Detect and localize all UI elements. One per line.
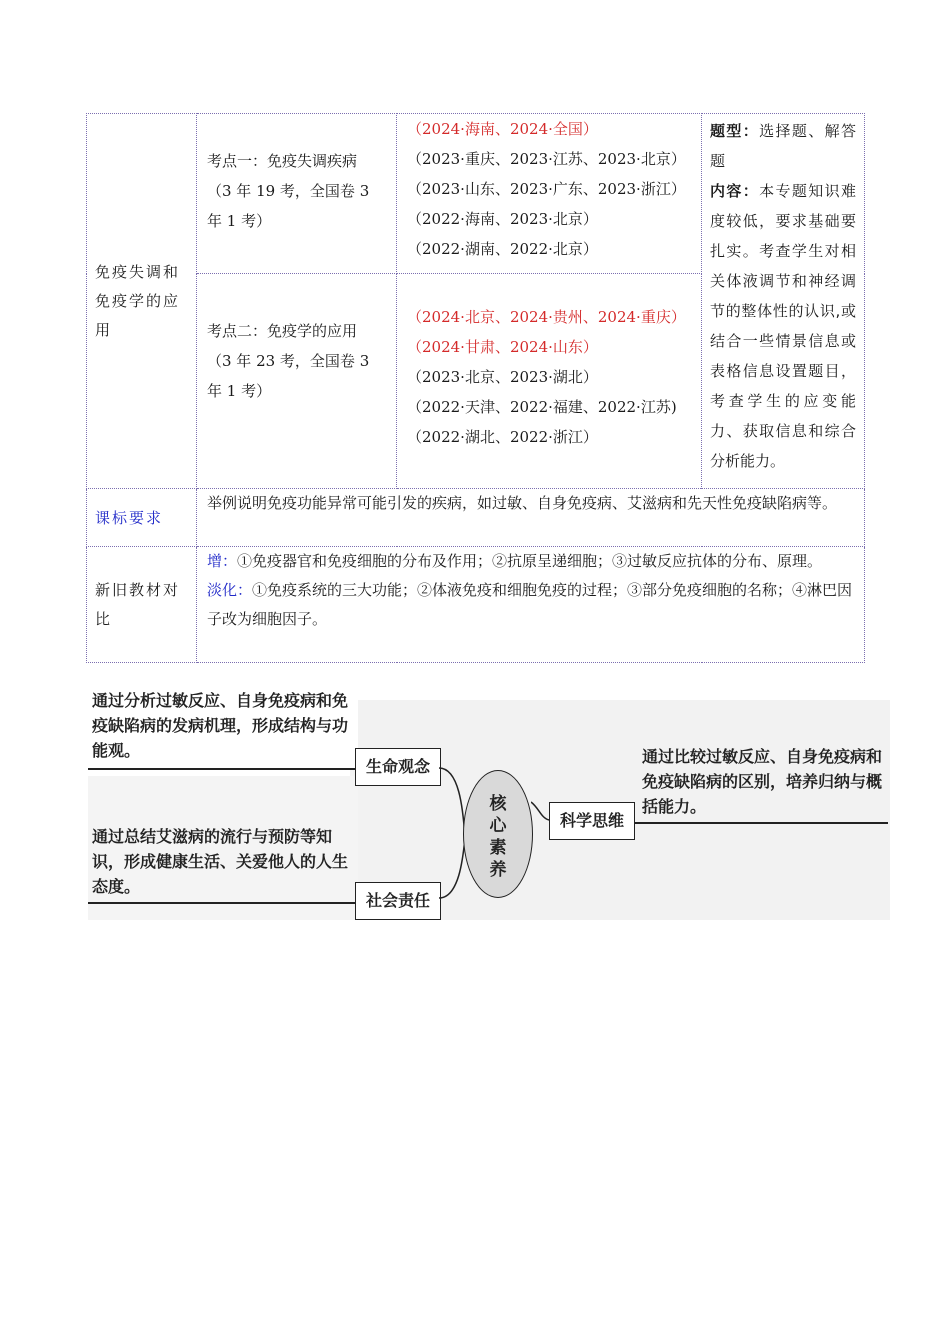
zeng-label: 增： xyxy=(207,552,238,570)
branch-line xyxy=(635,822,888,824)
year-line: （2023·北京、2023·湖北） xyxy=(407,368,598,386)
year-line: （2022·湖南、2022·北京） xyxy=(407,240,598,258)
kaodian2-years xyxy=(397,274,702,489)
duibi-label: 新旧教材对比 xyxy=(87,547,197,663)
year-line: （2022·海南、2023·北京） xyxy=(407,210,598,228)
topic-label: 免疫失调和免疫学的应用 xyxy=(87,114,197,489)
scientific-thinking-text: 通过比较过敏反应、自身免疫病和免疫缺陷病的区别，培养归纳与概括能力。 xyxy=(642,747,883,816)
core-literacy-node xyxy=(463,770,533,898)
year-line: （2024·北京、2024·贵州、2024·重庆） xyxy=(407,308,686,326)
year-line: （2023·重庆、2023·江苏、2023·北京） xyxy=(407,150,686,168)
kebiao-text: 举例说明免疫功能异常可能引发的疾病，如过敏、自身免疫病、艾滋病和先天性免疫缺陷病等。 xyxy=(197,489,865,547)
kaodian1-cell xyxy=(197,114,397,274)
zeng-text: ①免疫器官和免疫细胞的分布及作用；②抗原呈递细胞；③过敏反应抗体的分布、原理。 xyxy=(237,552,823,570)
kaodian1-stats: （3 年 19 考，全国卷 3 年 1 考） xyxy=(207,182,370,230)
neirong-label: 内容： xyxy=(710,182,760,200)
social-responsibility-text: 通过总结艾滋病的流行与预防等知识，形成健康生活、关爱他人的人生态度。 xyxy=(92,827,349,896)
core-literacy-diagram xyxy=(88,688,890,920)
exam-analysis-table xyxy=(86,113,865,663)
tixing-label: 题型： xyxy=(710,122,760,140)
branch-line xyxy=(88,768,355,770)
year-line: （2022·天津、2022·福建、2022·江苏) xyxy=(407,398,677,416)
tixing-value: 选择题、解答题 xyxy=(710,122,856,170)
year-line: （2023·山东、2023·广东、2023·浙江） xyxy=(407,180,686,198)
kaodian1-title: 考点一：免疫失调疾病 xyxy=(207,152,358,170)
scientific-thinking-box: 科学思维 xyxy=(549,802,635,840)
kebiao-label: 课标要求 xyxy=(87,489,197,547)
question-type-cell xyxy=(702,114,865,489)
connector-curve-right xyxy=(531,798,551,838)
danhua-text: ①免疫系统的三大功能；②体液免疫和细胞免疫的过程；③部分免疫细胞的名称；④淋巴因子改为细胞因子。 xyxy=(207,581,853,628)
branch-line xyxy=(88,902,355,904)
life-concept-box: 生命观念 xyxy=(355,748,441,786)
kaodian2-stats: （3 年 23 考，全国卷 3 年 1 考） xyxy=(207,352,370,400)
year-line: （2024·海南、2024·全国） xyxy=(407,120,598,138)
danhua-label: 淡化： xyxy=(207,581,253,599)
kaodian1-years xyxy=(397,114,702,274)
kaodian2-title: 考点二：免疫学的应用 xyxy=(207,322,358,340)
kaodian2-cell xyxy=(197,274,397,489)
duibi-content xyxy=(197,547,865,663)
neirong-value: 本专题知识难度较低，要求基础要扎实。考查学生对相关体液调节和神经调节的整体性的认识,或结合一些情景信息或表格信息设置题目，考查学生的应变能力、获取信息和综合分析能力。 xyxy=(710,182,856,470)
life-concept-text: 通过分析过敏反应、自身免疫病和免疫缺陷病的发病机理，形成结构与功能观。 xyxy=(92,691,349,760)
year-line: （2024·甘肃、2024·山东） xyxy=(407,338,598,356)
core-literacy-label: 核心素养 xyxy=(489,794,507,880)
year-line: （2022·湖北、2022·浙江） xyxy=(407,428,598,446)
social-responsibility-box: 社会责任 xyxy=(355,882,441,920)
